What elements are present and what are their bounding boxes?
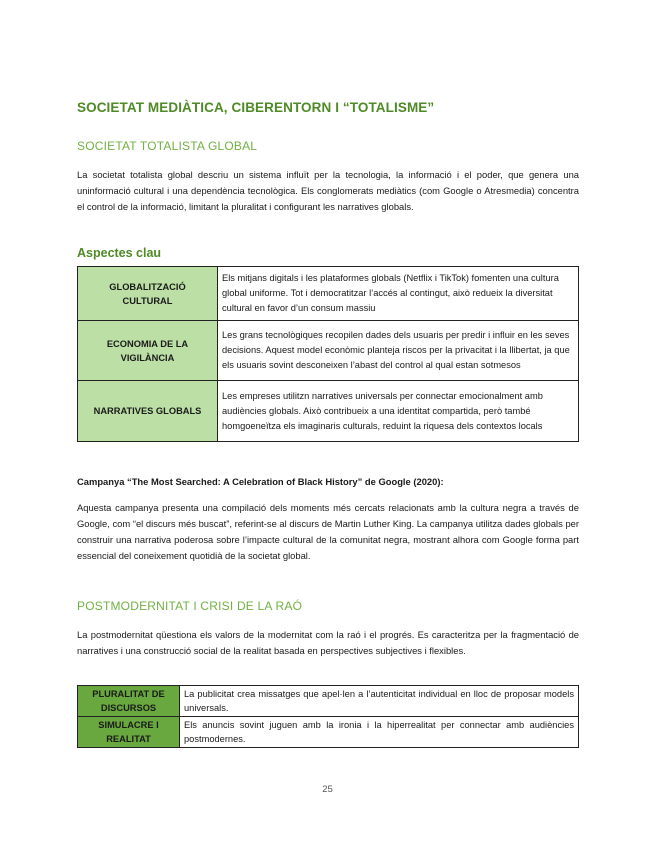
table-key-cell: SIMULACRE I REALITAT <box>78 717 180 748</box>
postmodernity-table <box>77 685 579 748</box>
table-row <box>78 381 579 442</box>
table-row <box>78 267 579 321</box>
table-value-cell: Els mitjans digitals i les plataformes globals (Netflix i TikTok) fomenten una cultura global uniforme. Tot i democratitzar l’accés al contingut, això redueix la diversitat cultural en favor d’un consum massiu <box>218 267 579 321</box>
table-row <box>78 321 579 381</box>
campaign-paragraph: Aquesta campanya presenta una compilació dels moments més cercats relacionats amb la cultura negra a través de Google, com “el discurs més buscat”, referint-se al discurs de Martin Luther King. La campanya utilitza dades globals per construir una narrativa poderosa sobre l’impacte cultural de la comunitat negra, mostrant alhora com Google forma part essencial del coneixement quotidià de la societat global. <box>77 502 579 561</box>
table-key-cell: GLOBALITZACIÓ CULTURAL <box>78 267 218 321</box>
table-value-cell: Les grans tecnològiques recopilen dades dels usuaris per predir i influir en les seves decisions. Aquest model econòmic planteja riscos per la privacitat i la llibertat, ja que els usuaris sovint desconeixen l’abast del control al qual estan sotmesos <box>218 321 579 381</box>
intro-paragraph: La societat totalista global descriu un sistema influït per la tecnologia, la informació i el poder, que genera una uninformació cultural i una dependència tecnològica. Els conglomerats mediàtics (com Google o Atresmedia) concentra el control de la informació, limitant la pluralitat i configurant les narratives globals. <box>77 169 579 212</box>
section-heading-postmodernitat: POSTMODERNITAT I CRISI DE LA RAÓ <box>77 599 303 613</box>
table-value-cell: La publicitat crea missatges que apel·len a l’autenticitat individual en lloc de proposar models universals. <box>180 686 579 717</box>
table-row <box>78 686 579 717</box>
aspects-table <box>77 266 579 442</box>
postmodernity-paragraph: La postmodernitat qüestiona els valors de la modernitat com la raó i el progrés. Es caracteritza per la fragmentació de narratives i una construcció social de la realitat basada en perspectives subjectives i flexibles. <box>77 629 579 656</box>
table-key-cell: ECONOMIA DE LA VIGILÀNCIA <box>78 321 218 381</box>
section-heading-totalista: SOCIETAT TOTALISTA GLOBAL <box>77 139 258 153</box>
campaign-heading: Campanya “The Most Searched: A Celebration of Black History” de Google (2020): <box>77 476 444 487</box>
table-row <box>78 717 579 748</box>
table-key-cell: NARRATIVES GLOBALS <box>78 381 218 442</box>
table-value-cell: Els anuncis sovint juguen amb la ironia i la hiperrealitat per connectar amb audiències postmodernes. <box>180 717 579 748</box>
aspects-heading: Aspectes clau <box>77 246 162 260</box>
table-value-cell: Les empreses utilitzn narratives universals per connectar emocionalment amb audiències globals. Això contribueix a una identitat compartida, però també homgoeneïtza els imaginaris culturals, reduint la riquesa dels contextos locals <box>218 381 579 442</box>
page-number: 25 <box>322 784 333 795</box>
page-title: SOCIETAT MEDIÀTICA, CIBERENTORN I “TOTALISME” <box>77 100 435 115</box>
table-key-cell: PLURALITAT DE DISCURSOS <box>78 686 180 717</box>
